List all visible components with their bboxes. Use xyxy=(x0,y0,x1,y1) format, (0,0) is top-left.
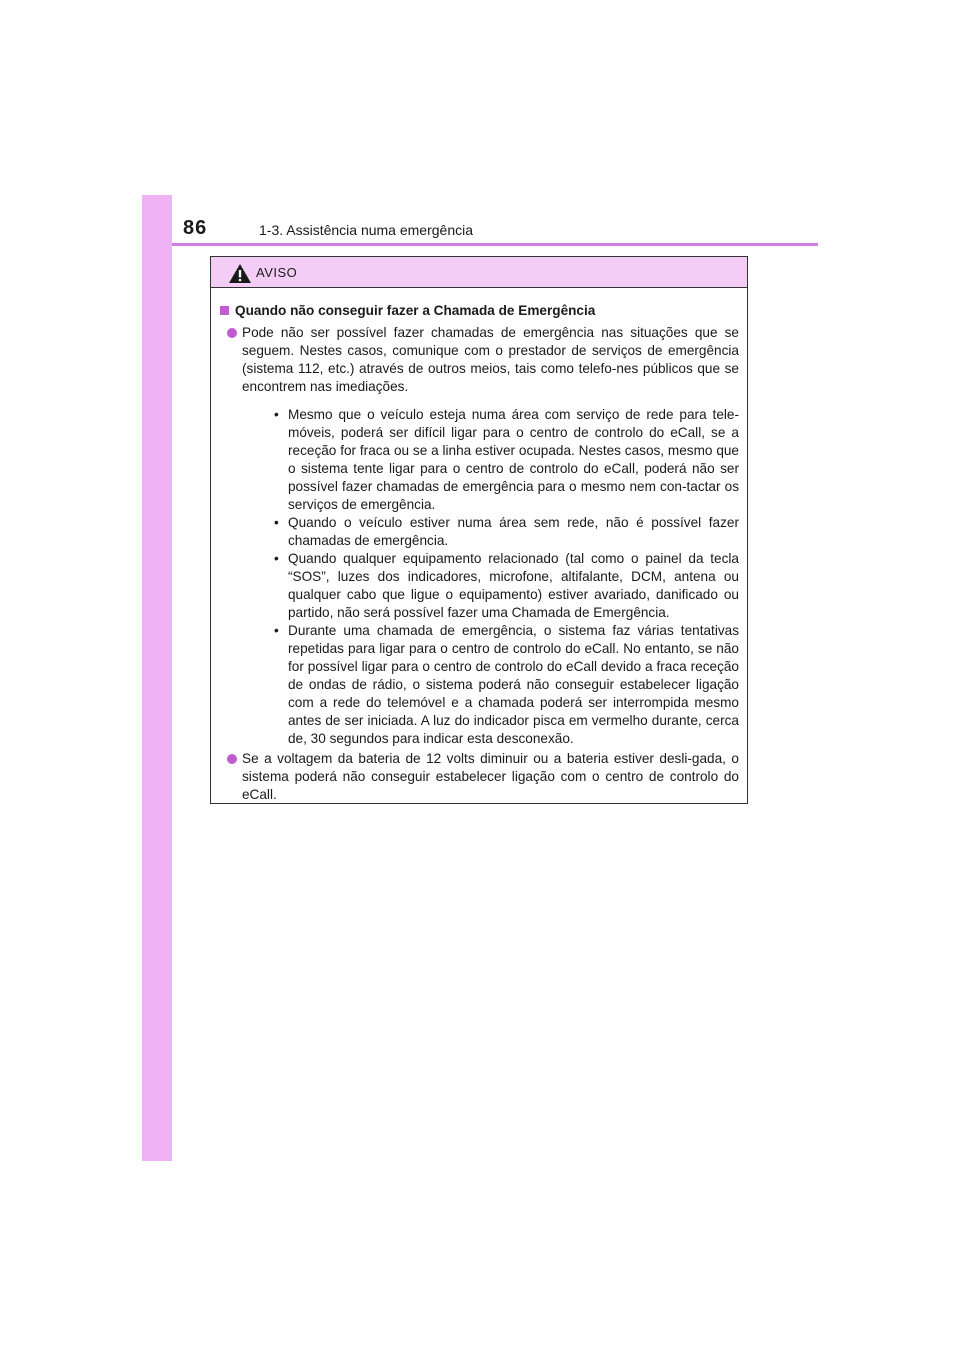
page-number: 86 xyxy=(183,217,208,239)
sub-list-item xyxy=(274,514,739,550)
circle-bullet-icon xyxy=(227,328,237,338)
list-item-text: Pode não ser possível fazer chamadas de emergência nas situações que se seguem. Nestes casos, comunique com o prestador de serviços de emergência (sistema 112, etc.) através de outros meios, tais como telefo-nes públicos que se encontrem nas imediações. xyxy=(242,325,739,394)
warning-box xyxy=(210,256,748,804)
sub-list-item-text: Durante uma chamada de emergência, o sistema faz várias tentativas repetidas para ligar para o centro de controlo do eCall. No entanto, se não for possível ligar para o centro de controlo do eCall devido a fraca receção de ondas de rádio, o sistema poderá não conseguir estabelecer ligação com a rede do telemóvel e a chamada poderá ser interrompida mesmo antes de ser iniciada. A luz do indicador pisca em vermelho durante, cerca de, 30 segundos para indicar esta desconexão. xyxy=(288,623,739,746)
dot-bullet: • xyxy=(274,551,279,566)
sub-list-item-text: Mesmo que o veículo esteja numa área com serviço de rede para tele-móveis, poderá ser difícil ligar para o centro de controlo do eCall, se a receção for fraca ou se a linha estiver ocupada. Nestes casos, mesmo que o sistema tente ligar para o centro de controlo do eCall, poderá não ser possível fazer chamadas de emergência para o mesmo nem con-tactar os serviços de emergência. xyxy=(288,407,739,512)
warning-content xyxy=(211,288,747,804)
list-item xyxy=(219,750,739,804)
sub-list-item-text: Quando o veículo estiver numa área sem rede, não é possível fazer chamadas de emergência. xyxy=(288,515,739,548)
subheading-text: Quando não conseguir fazer a Chamada de Emergência xyxy=(235,303,596,318)
list-item xyxy=(219,324,739,748)
circle-bullet-icon xyxy=(227,754,237,764)
header-rule xyxy=(172,243,818,246)
sub-list-item xyxy=(274,406,739,514)
side-tab-band xyxy=(142,195,172,1161)
warning-header xyxy=(211,257,747,288)
sub-list-item xyxy=(274,550,739,622)
sub-list-item-text: Quando qualquer equipamento relacionado (tal como o painel da tecla “SOS”, luzes dos indicadores, microfone, altifalante, DCM, antena ou qualquer cabo que ligue o equipamento) estiver avariado, danificado ou partido, não será possível fazer uma Chamada de Emergência. xyxy=(288,551,739,620)
warning-triangle-icon xyxy=(228,263,252,284)
warning-title: AVISO xyxy=(256,265,298,280)
square-bullet-icon xyxy=(220,306,229,315)
dot-bullet: • xyxy=(274,407,279,422)
section-title: 1-3. Assistência numa emergência xyxy=(259,222,473,238)
sub-list xyxy=(242,406,739,748)
dot-bullet: • xyxy=(274,515,279,530)
dot-bullet: • xyxy=(274,623,279,638)
warning-subheading xyxy=(219,302,739,320)
sub-list-item xyxy=(274,622,739,748)
list-item-text: Se a voltagem da bateria de 12 volts diminuir ou a bateria estiver desli-gada, o sistema poderá não conseguir estabelecer ligação com o centro de controlo do eCall. xyxy=(242,751,739,802)
